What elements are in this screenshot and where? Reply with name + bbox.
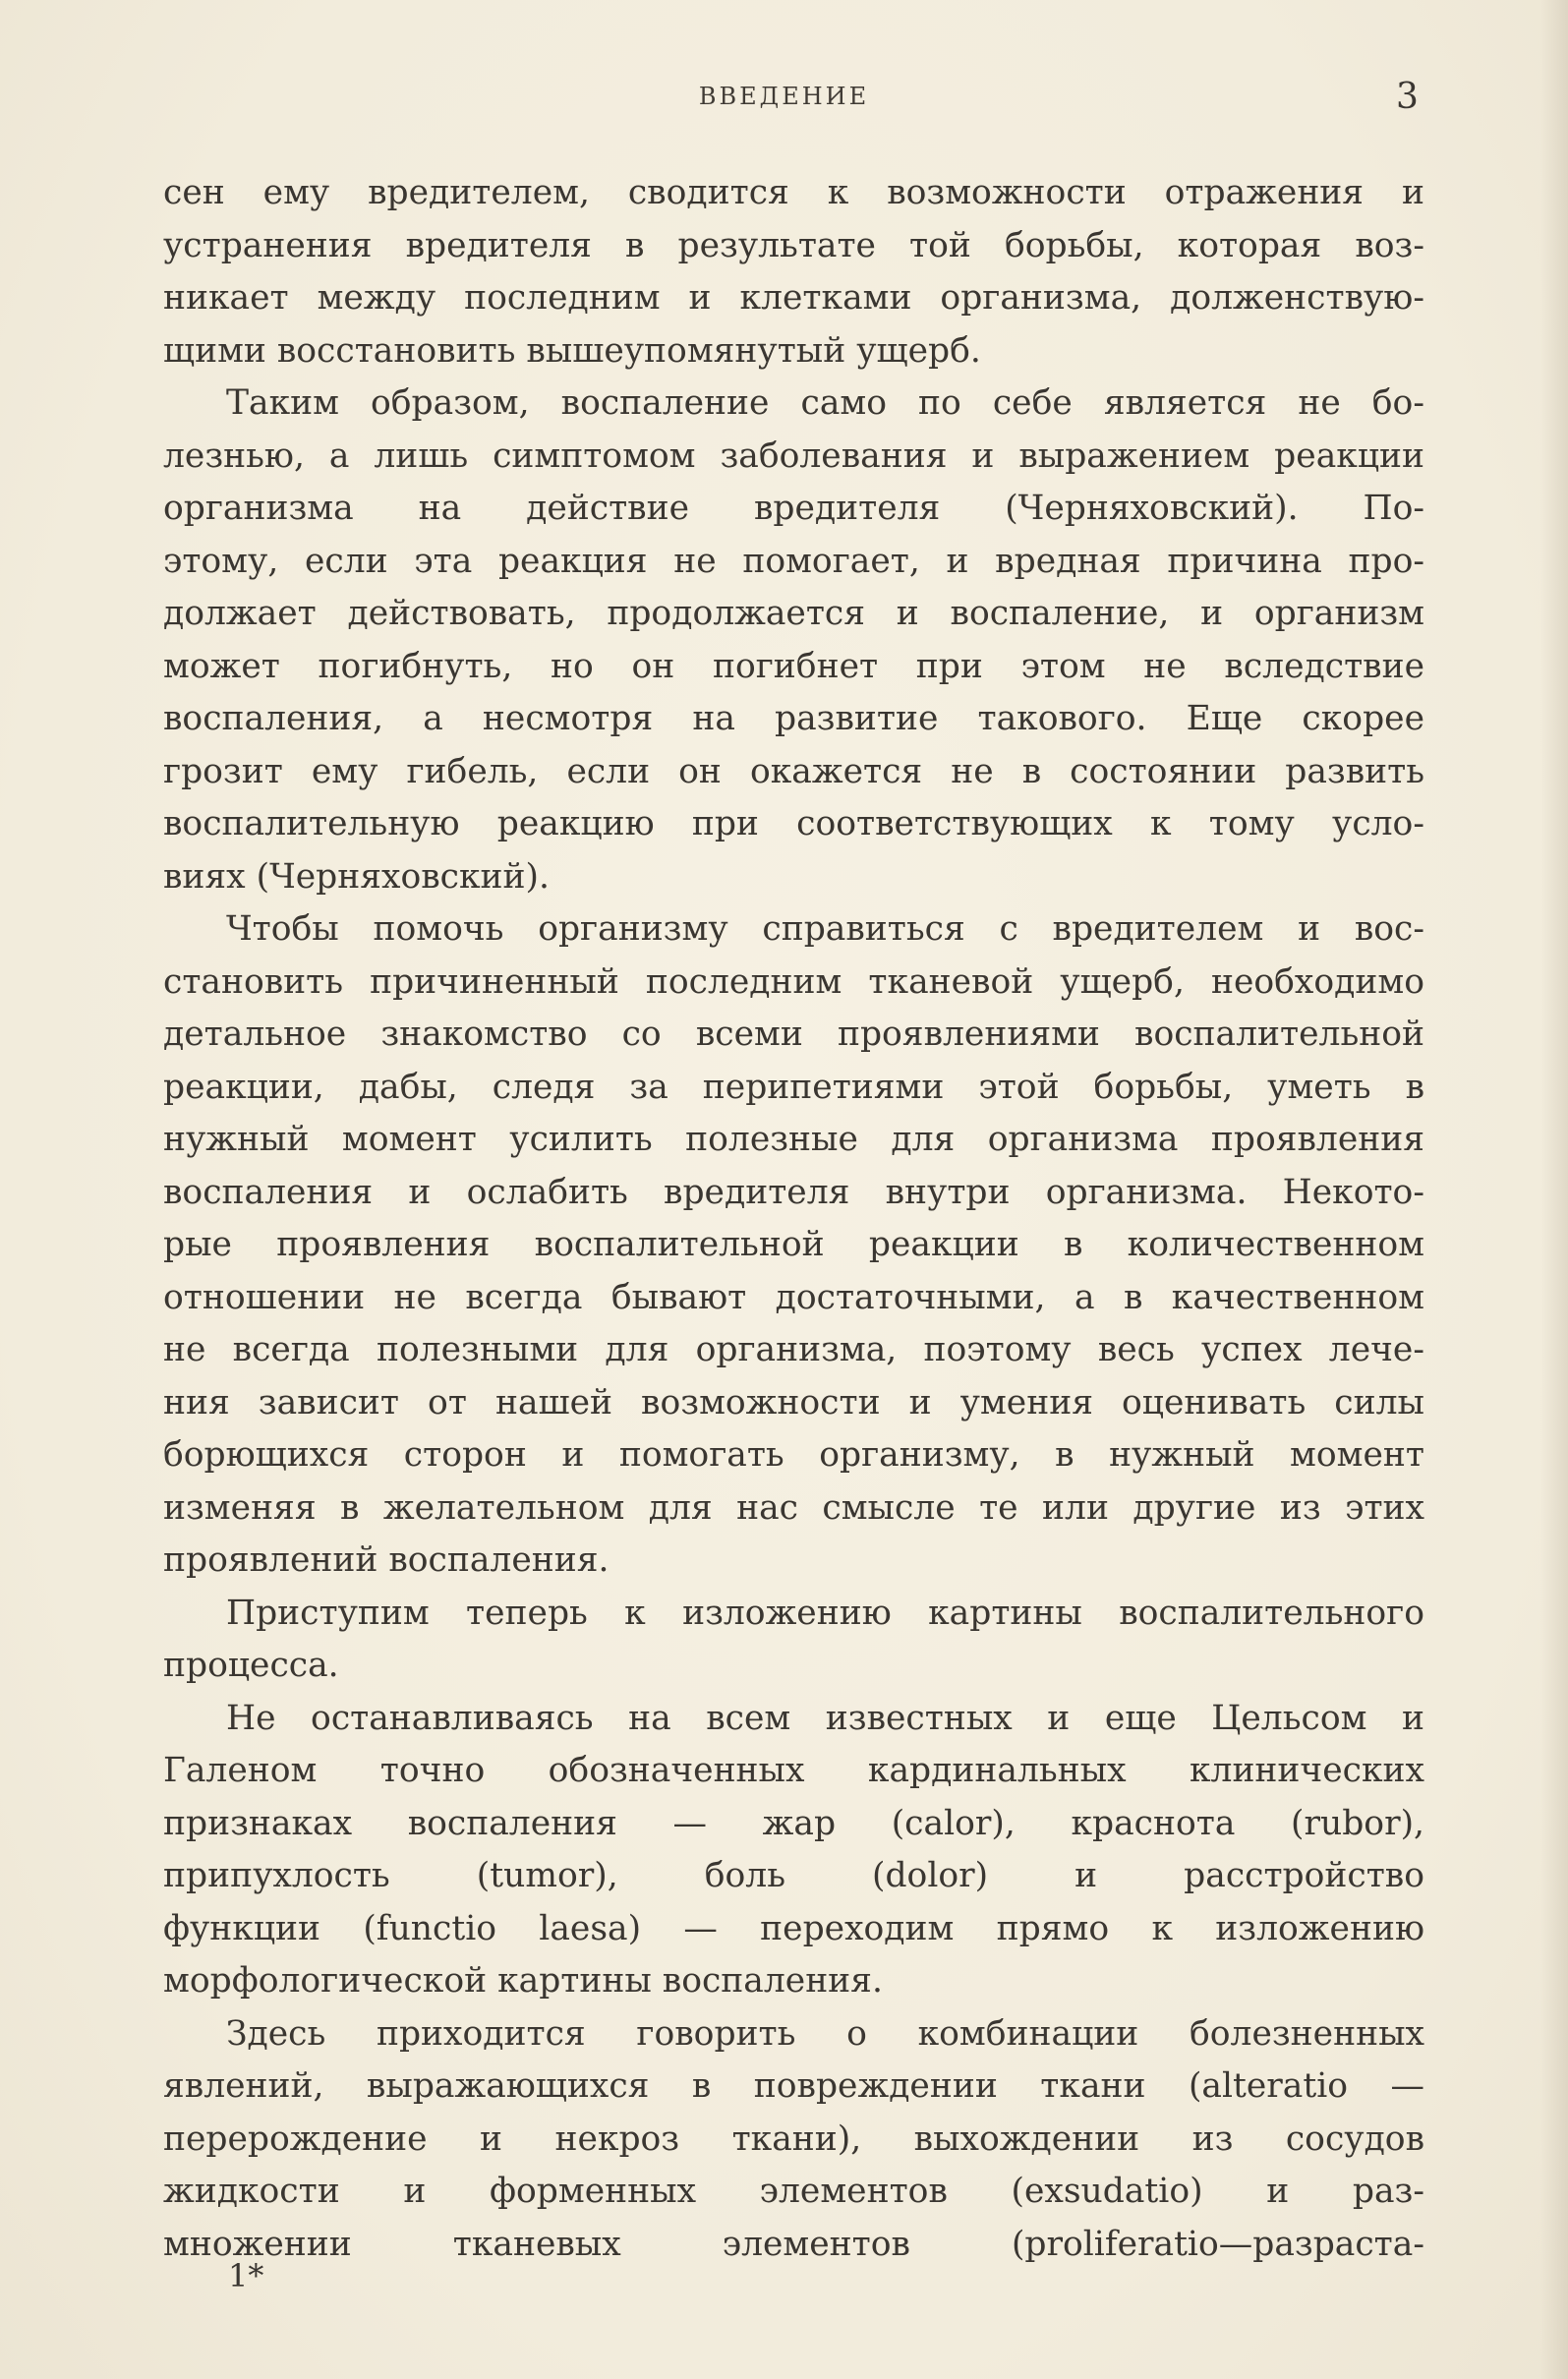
- text-line: перерождение и некроз ткани), выхождении из сосудов: [163, 2118, 1424, 2159]
- text-line: устранения вредителя в результате той борьбы, которая воз-: [163, 225, 1424, 265]
- text-line: жидкости и форменных элементов (exsudatio) и раз-: [163, 2172, 1424, 2211]
- paragraph-start-line: Чтобы помочь организму справиться с вредителем и вос-: [226, 909, 1424, 949]
- body-text: [163, 167, 1424, 2271]
- text-line: признаках воспаления — жар (calor), краснота (rubor),: [163, 1803, 1424, 1843]
- text-line: никает между последним и клетками организма, долженствую-: [163, 278, 1424, 318]
- paragraph-start-line: Здесь приходится говорить о комбинации болезненных: [226, 2013, 1424, 2054]
- text-line: становить причиненный последним тканевой ущерб, необходимо: [163, 961, 1424, 1002]
- text-line: организма на действие вредителя (Черняховский). По-: [163, 489, 1424, 528]
- text-line: детальное знакомство со всеми проявлениями воспалительной: [163, 1015, 1424, 1054]
- running-head: [0, 77, 1568, 116]
- text-line: изменяя в желательном для нас смысле те или другие из этих: [163, 1487, 1424, 1528]
- running-title: ВВЕДЕНИЕ: [698, 83, 870, 110]
- text-line: реакции, дабы, следя за перипетиями этой борьбы, уметь в: [163, 1067, 1424, 1107]
- text-line: виях (Черняховский).: [163, 856, 550, 897]
- text-line: сен ему вредителем, сводится к возможности отражения и: [163, 173, 1424, 212]
- text-line: множении тканевых элементов (proliferatio—разраста-: [163, 2224, 1424, 2264]
- text-line: может погибнуть, но он погибнет при этом не вследствие: [163, 646, 1424, 686]
- text-line: воспаления и ослабить вредителя внутри организма. Некото-: [163, 1172, 1424, 1212]
- text-line: отношении не всегда бывают достаточными, а в качественном: [163, 1277, 1424, 1317]
- text-line: рые проявления воспалительной реакции в количественном: [163, 1225, 1424, 1264]
- text-line: проявлений воспаления.: [163, 1540, 610, 1580]
- text-line: Галеном точно обозначенных кардинальных клинических: [163, 1751, 1424, 1790]
- text-line: морфологической картины воспаления.: [163, 1961, 883, 2001]
- text-line: должает действовать, продолжается и воспаление, и организм: [163, 594, 1424, 633]
- text-line: нужный момент усилить полезные для организма проявления: [163, 1120, 1424, 1159]
- page-edge-shadow: [1540, 0, 1568, 2379]
- text-line: ния зависит от нашей возможности и умения оценивать силы: [163, 1382, 1424, 1422]
- text-line: грозит ему гибель, если он окажется не в состоянии развить: [163, 751, 1424, 791]
- text-line: явлений, выражающихся в повреждении ткани (alteratio —: [163, 2066, 1424, 2106]
- text-line: этому, если эта реакция не помогает, и вредная причина про-: [163, 541, 1424, 581]
- text-line: борющихся сторон и помогать организму, в нужный момент: [163, 1435, 1424, 1475]
- text-line: воспаления, а несмотря на развитие такового. Еще скорее: [163, 699, 1424, 738]
- text-line: функции (functio laesa) — переходим прямо к изложению: [163, 1908, 1424, 1948]
- paragraph-start-line: Таким образом, воспаление само по себе является не бо-: [226, 383, 1424, 423]
- text-line: не всегда полезными для организма, поэтому весь успех лече-: [163, 1330, 1424, 1369]
- text-line: процесса.: [163, 1646, 339, 1685]
- text-line: припухлость (tumor), боль (dolor) и расстройство: [163, 1856, 1424, 1895]
- text-line: воспалительную реакцию при соответствующих к тому усло-: [163, 804, 1424, 843]
- signature-mark: 1*: [228, 2257, 264, 2294]
- text-line: щими восстановить вышеупомянутый ущерб.: [163, 330, 981, 371]
- page-number: 3: [1396, 77, 1419, 117]
- text-line: лезнью, а лишь симптомом заболевания и выражением реакции: [163, 435, 1424, 476]
- paragraph-start-line: Не останавливаясь на всем известных и еще Цельсом и: [226, 1698, 1424, 1738]
- paragraph-start-line: Приступим теперь к изложению картины воспалительного: [226, 1593, 1424, 1633]
